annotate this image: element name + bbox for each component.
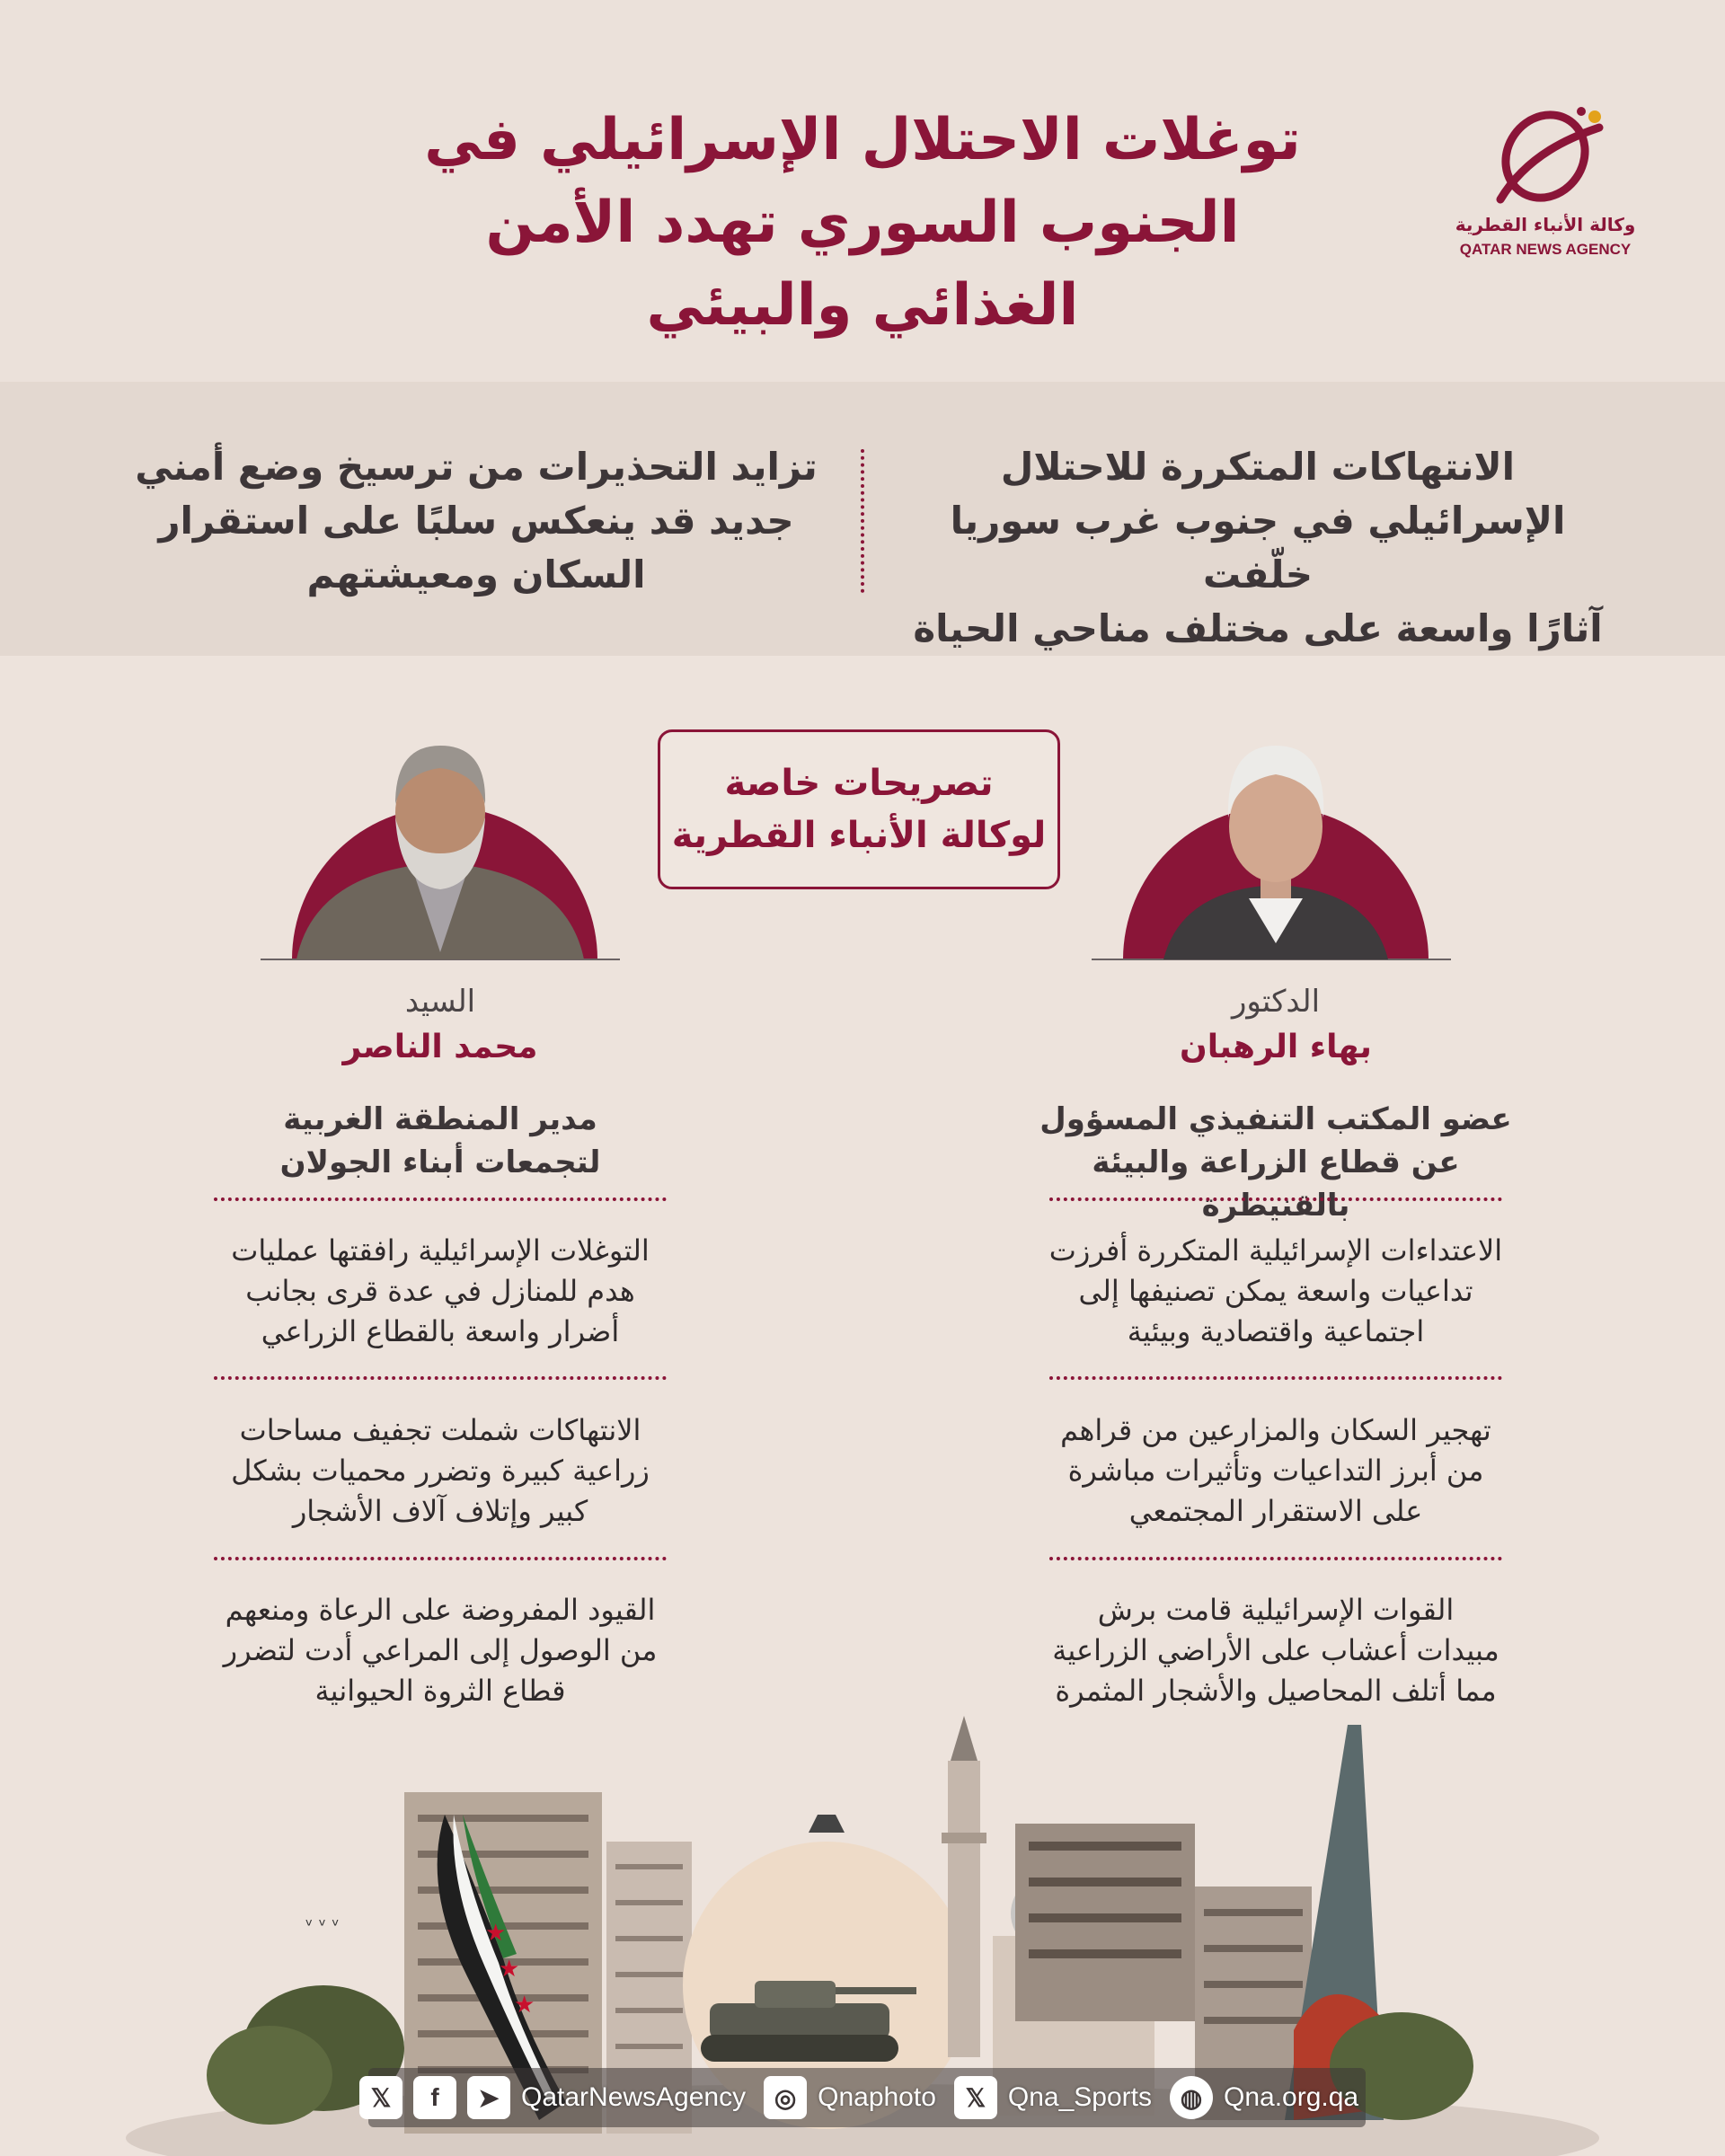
summary-line: السكان ومعيشتهم — [306, 552, 646, 596]
right-point — [1024, 1231, 1527, 1352]
point-line: من الوصول إلى المراعي أدت لتضرر — [223, 1633, 658, 1667]
summary-line: الانتهاكات المتكررة للاحتلال — [1000, 445, 1516, 489]
facebook-icon[interactable]: f — [413, 2076, 456, 2119]
summary-line: جديد قد ينعكس سلبًا على استقرار — [158, 499, 794, 543]
logo-english-text: QATAR NEWS AGENCY — [1459, 241, 1632, 258]
point-line: من أبرز التداعيات وتأثيرات مباشرة — [1067, 1454, 1484, 1488]
svg-text:★: ★ — [499, 1956, 520, 1983]
divider — [1049, 1376, 1502, 1380]
social-handle[interactable]: Qnaphoto — [818, 2082, 936, 2112]
summary-line: الإسرائيلي في جنوب غرب سوريا خلّفت — [950, 499, 1566, 596]
role-line: مدير المنطقة الغربية — [283, 1101, 597, 1137]
left-person-role — [189, 1098, 692, 1184]
right-person-role — [1024, 1098, 1527, 1227]
svg-text:★: ★ — [485, 1920, 507, 1947]
summary-right — [898, 440, 1617, 656]
point-line: الاعتداءات الإسرائيلية المتكررة أفرزت — [1048, 1233, 1503, 1268]
left-point — [189, 1231, 692, 1352]
divider — [1049, 1197, 1502, 1201]
instagram-icon[interactable]: ◎ — [764, 2076, 807, 2119]
title-line: توغلات الاحتلال الإسرائيلي في — [424, 107, 1301, 173]
point-line: الانتهاكات شملت تجفيف مساحات — [239, 1413, 641, 1447]
divider — [214, 1557, 667, 1560]
point-line: زراعية كبيرة وتضرر محميات بشكل — [231, 1454, 650, 1488]
special-statements-box — [658, 729, 1060, 889]
right-person-title: الدكتور — [1231, 984, 1321, 1020]
special-line: لوكالة الأنباء القطرية — [671, 815, 1047, 856]
point-line: مبيدات أعشاب على الأراضي الزراعية — [1052, 1633, 1499, 1667]
portrait-mohammad-alnasser — [261, 719, 620, 961]
point-line: تهجير السكان والمزارعين من قراهم — [1060, 1413, 1491, 1447]
summary-line: آثارًا واسعة على مختلف مناحي الحياة — [913, 606, 1603, 650]
title-line: الغذائي والبيئي — [646, 272, 1079, 339]
role-line: عن قطاع الزراعة والبيئة بالقنيطرة — [1092, 1144, 1460, 1224]
social-handle[interactable]: QatarNewsAgency — [521, 2082, 747, 2112]
left-point — [189, 1410, 692, 1532]
globe-icon[interactable]: ◍ — [1170, 2076, 1213, 2119]
point-line: أضرار واسعة بالقطاع الزراعي — [261, 1314, 620, 1348]
svg-text:ᵛ ᵛ ᵛ: ᵛ ᵛ ᵛ — [305, 1914, 340, 1936]
role-line: لتجمعات أبناء الجولان — [279, 1144, 601, 1180]
divider — [1049, 1557, 1502, 1560]
point-line: على الاستقرار المجتمعي — [1128, 1494, 1423, 1528]
point-line: قطاع الثروة الحيوانية — [314, 1674, 566, 1708]
left-person-name: محمد الناصر — [342, 1029, 538, 1065]
right-person-name: بهاء الرهبان — [1180, 1029, 1372, 1065]
role-line: عضو المكتب التنفيذي المسؤول — [1039, 1101, 1512, 1137]
divider — [214, 1197, 667, 1201]
logo-arabic-text: وكالة الأنباء القطرية — [1455, 214, 1636, 235]
left-point — [189, 1590, 692, 1711]
x-icon[interactable]: 𝕏 — [359, 2076, 402, 2119]
left-person-title: السيد — [404, 984, 476, 1020]
website-link[interactable]: Qna.org.qa — [1223, 2082, 1359, 2112]
summary-line: تزايد التحذيرات من ترسيخ وضع أمني — [135, 445, 818, 489]
telegram-icon[interactable]: ➤ — [467, 2076, 510, 2119]
qna-logo-icon — [1446, 101, 1644, 262]
band-divider — [861, 449, 864, 593]
title-line: الجنوب السوري تهدد الأمن — [485, 190, 1240, 256]
point-line: التوغلات الإسرائيلية رافقتها عمليات — [231, 1233, 650, 1268]
point-line: تداعيات واسعة يمكن تصنيفها إلى — [1078, 1274, 1473, 1308]
point-line: القيود المفروضة على الرعاة ومنعهم — [225, 1593, 656, 1627]
point-line: اجتماعية واقتصادية وبيئية — [1127, 1314, 1425, 1348]
social-links — [359, 2073, 1366, 2122]
point-line: هدم للمنازل في عدة قرى بجانب — [245, 1274, 635, 1308]
point-line: مما أتلف المحاصيل والأشجار المثمرة — [1055, 1674, 1497, 1708]
page-title — [377, 99, 1348, 347]
point-line: كبير وإتلاف آلاف الأشجار — [292, 1494, 588, 1528]
divider — [214, 1376, 667, 1380]
special-line: تصريحات خاصة — [724, 763, 994, 804]
x-icon[interactable]: 𝕏 — [954, 2076, 997, 2119]
right-point — [1024, 1410, 1527, 1532]
portrait-bahaa-alrahban — [1092, 719, 1451, 961]
social-handle[interactable]: Qna_Sports — [1007, 2082, 1152, 2112]
right-point — [1024, 1590, 1527, 1711]
point-line: القوات الإسرائيلية قامت برش — [1097, 1593, 1455, 1627]
svg-text:★: ★ — [514, 1992, 535, 2019]
summary-left — [135, 440, 818, 602]
